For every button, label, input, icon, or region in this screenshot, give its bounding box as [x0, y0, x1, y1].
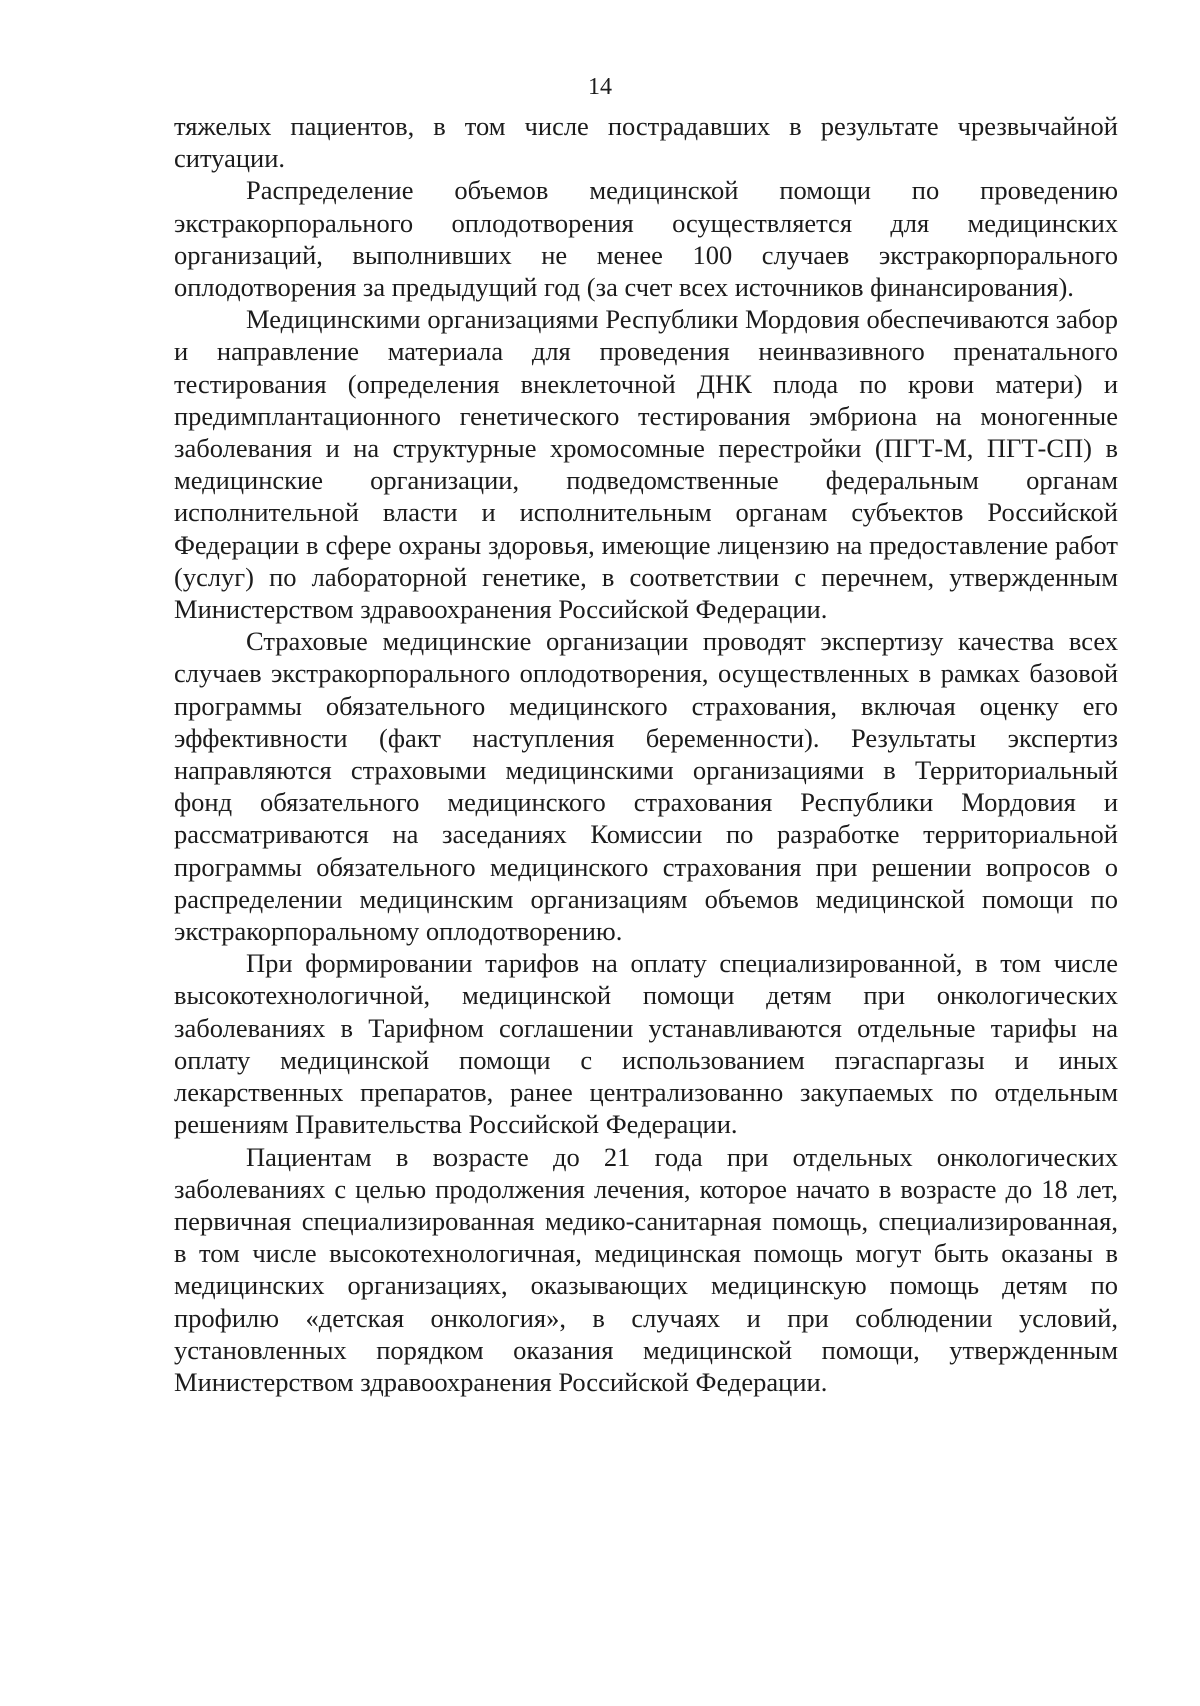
- document-body: [174, 110, 1118, 1398]
- paragraph-prenatal-genetic-testing: Медицинскими организациями Республики Мордовия обеспечиваются забор и направление материала для проведения неинвазивного пренатального тестирования (определения внеклеточной ДНК плода по крови матери) и предимплантационного генетического тестирования эмбриона на моногенные заболевания и на структурные хромосомные перестройки (ПГТ-М, ПГТ-СП) в медицинские организации, подведомственные федеральным органам исполнительной власти и исполнительным органам субъектов Российской Федерации в сфере охраны здоровья, имеющие лицензию на предоставление работ (услуг) по лабораторной генетике, в соответствии с перечнем, утвержденным Министерством здравоохранения Российской Федерации.: [174, 304, 1118, 625]
- paragraph-ivf-volume-distribution: Распределение объемов медицинской помощи по проведению экстракорпорального оплодотворения осуществляется для медицинских организаций, выполнивших не менее 100 случаев экстракорпорального оплодотворения за предыдущий год (за счет всех источников финансирования).: [174, 175, 1118, 303]
- paragraph-oncology-tariffs: При формировании тарифов на оплату специализированной, в том числе высокотехнологичной, медицинской помощи детям при онкологических заболеваниях в Тарифном соглашении устанавливаются отдельные тарифы на оплату медицинской помощи с использованием пэгаспаргазы и иных лекарственных препаратов, ранее централизованно закупаемых по отдельным решениям Правительства Российской Федерации.: [174, 948, 1118, 1140]
- paragraph-patients-under-21: Пациентам в возрасте до 21 года при отдельных онкологических заболеваниях с целью продолжения лечения, которое начато в возрасте до 18 лет, первичная специализированная медико-санитарная помощь, специализированная, в том числе высокотехнологичная, медицинская помощь могут быть оказаны в медицинских организациях, оказывающих медицинскую помощь детям по профилю «детская онкология», в случаях и при соблюдении условий, установленных порядком оказания медицинской помощи, утвержденным Министерством здравоохранения Российской Федерации.: [174, 1141, 1118, 1397]
- paragraph-insurance-quality-review: Страховые медицинские организации проводят экспертизу качества всех случаев экстракорпорального оплодотворения, осуществленных в рамках базовой программы обязательного медицинского страхования, включая оценку его эффективности (факт наступления беременности). Результаты экспертиз направляются страховыми медицинскими организациями в Территориальный фонд обязательного медицинского страхования Республики Мордовия и рассматриваются на заседаниях Комиссии по разработке территориальной программы обязательного медицинского страхования при решении вопросов о распределении медицинским организациям объемов медицинской помощи по экстракорпоральному оплодотворению.: [174, 626, 1118, 947]
- paragraph-continuation: тяжелых пациентов, в том числе пострадавших в результате чрезвычайной ситуации.: [174, 111, 1118, 174]
- page-number: 14: [588, 74, 612, 100]
